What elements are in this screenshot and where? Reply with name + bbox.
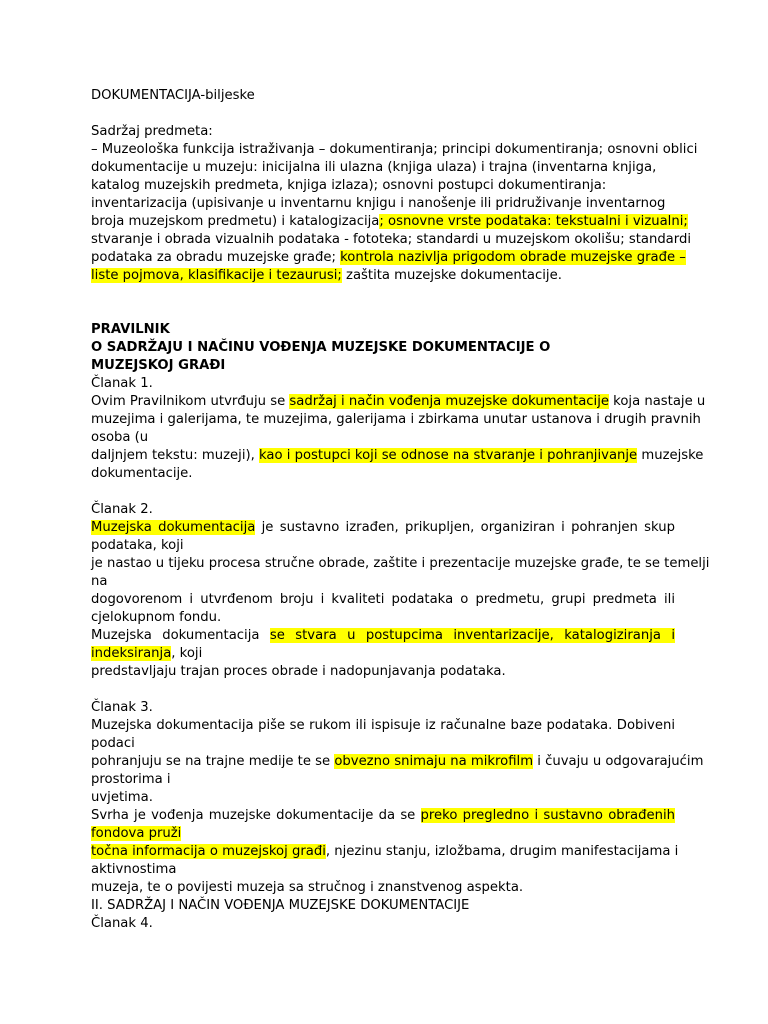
text-run: Muzejska dokumentacija [91,628,270,643]
pravilnik-subheading: O SADRŽAJU I NAČINU VOĐENJA MUZEJSKE DOKUMENTACIJE O [91,340,551,355]
text-line [91,231,691,249]
text-line [91,663,675,681]
text-run: daljnjem tekstu: muzeji), [91,448,260,463]
highlighted-text: kontrola nazivlja prigodom obrade muzejske građe – [340,250,686,265]
document-title: DOKUMENTACIJA-biljeske [91,88,255,103]
text-run: dokumentacije u muzeju: inicijalna ili ulazna (knjiga ulaza) i trajna (inventarna knjiga, [91,160,657,175]
text-line [91,609,675,627]
highlighted-text: fondova pruži [91,826,182,841]
text-run: stvaranje i obrada vizualnih podataka - fototeka; standardi u muzejskom okolišu; standardi [91,232,691,247]
highlighted-text: preko pregledno i sustavno obrađenih [420,808,675,823]
clanak-4-heading: Članak 4. [91,916,153,931]
highlighted-text: liste pojmova, klasifikacije i tezaurusi; [91,268,342,283]
text-run: katalog muzejskih predmeta, knjiga izlaza); osnovni postupci dokumentiranja: [91,178,607,193]
text-line [91,879,675,897]
highlighted-text: ; osnovne vrste podataka: tekstualni i vizualni; [379,214,688,229]
sadrzaj-heading: Sadržaj predmeta: [91,124,213,139]
text-line [91,249,686,267]
text-run: prostorima i [91,772,171,787]
text-run: cjelokupnom fondu. [91,610,222,625]
text-line [91,843,679,861]
sadrzaj-paragraph [91,141,698,285]
pravilnik-subheading-2: MUZEJSKOJ GRAĐI [91,358,226,373]
text-line [91,393,706,411]
text-run: je sustavno izrađen, prikupljen, organiziran i pohranjen skup [255,520,675,535]
highlighted-text: indeksiranja [91,646,172,661]
text-line [91,465,675,483]
text-line [91,771,675,789]
clanak-3-paragraph [91,717,704,897]
text-run: i čuvaju u odgovarajućim [533,754,704,769]
highlighted-text: obvezno snimaju na mikrofilm [334,754,534,769]
text-run: predstavljaju trajan proces obrade i nadopunjavanja podataka. [91,664,506,679]
text-line [91,429,675,447]
text-line [91,141,698,159]
section-2-heading: II. SADRŽAJ I NAČIN VOĐENJA MUZEJSKE DOKUMENTACIJE [91,898,470,913]
text-run: , njezinu stanju, izložbama, drugim manifestacijama i [325,844,679,859]
text-line [91,735,675,753]
text-line [91,555,710,573]
text-line [91,195,675,213]
text-run: je nastao u tijeku procesa stručne obrade, zaštite i prezentacije muzejske građe, te se temelji [91,556,710,571]
clanak-3-heading: Članak 3. [91,700,153,715]
text-run: Svrha je vođenja muzejske dokumentacije da se [91,808,421,823]
text-line [91,213,688,231]
text-run: broja muzejskom predmetu) i katalogizacija [91,214,380,229]
text-line [91,627,675,645]
text-run: uvjetima. [91,790,153,805]
text-run: Ovim Pravilnikom utvrđuju se [91,394,290,409]
text-line [91,861,675,879]
text-run: podaci [91,736,135,751]
text-line [91,411,701,429]
text-line [91,717,675,735]
text-line [91,591,675,609]
text-run: koja nastaje u [608,394,706,409]
highlighted-text: točna informacija o muzejskoj građi [91,844,326,859]
text-line [91,753,704,771]
highlighted-text: se stvara u postupcima inventarizacije, katalogiziranja i [269,628,676,643]
clanak-2-paragraph [91,519,710,681]
pravilnik-heading: PRAVILNIK [91,322,170,337]
highlighted-text: sadržaj i način vođenja muzejske dokumentacije [289,394,609,409]
text-line [91,159,675,177]
highlighted-text: kao i postupci koji se odnose na stvaranje i pohranjivanje [259,448,638,463]
text-run: inventarizacija (upisivanje u inventarnu knjigu i nanošenje ili pridruživanje inventarnog [91,196,666,211]
text-run: na [91,574,108,589]
text-run: Muzejska dokumentacija piše se rukom ili ispisuje iz računalne baze podataka. Dobiveni [91,718,675,733]
text-run: dokumentacije. [91,466,193,481]
text-line [91,789,675,807]
text-line [91,537,675,555]
clanak-1-heading: Članak 1. [91,376,153,391]
text-run: osoba (u [91,430,149,445]
highlighted-text: Muzejska dokumentacija [91,520,256,535]
text-run: muzejima i galerijama, te muzejima, galerijama i zbirkama unutar ustanova i drugih pravnih [91,412,701,427]
text-line [91,519,675,537]
text-line [91,267,675,285]
text-run: pohranjuju se na trajne medije te se [91,754,335,769]
text-line [91,447,704,465]
text-line [91,825,675,843]
text-run: dogovorenom i utvrđenom broju i kvaliteti podataka o predmetu, grupi predmeta ili [91,592,675,607]
text-run: muzeja, te o povijesti muzeja sa stručnog i znanstvenog aspekta. [91,880,524,895]
text-run: aktivnostima [91,862,177,877]
text-line [91,573,675,591]
text-run: , koji [171,646,203,661]
text-run: – Muzeološka funkcija istraživanja – dokumentiranja; principi dokumentiranja; osnovni oblici [91,142,698,157]
text-run: zaštita muzejske dokumentacije. [341,268,562,283]
text-run: muzejske [637,448,704,463]
text-line [91,807,675,825]
clanak-1-paragraph [91,393,706,483]
text-run: podataka, koji [91,538,184,553]
text-line [91,645,675,663]
text-line [91,177,675,195]
clanak-2-heading: Članak 2. [91,502,153,517]
text-run: podataka za obradu muzejske građe; [91,250,341,265]
document-page [91,87,710,933]
